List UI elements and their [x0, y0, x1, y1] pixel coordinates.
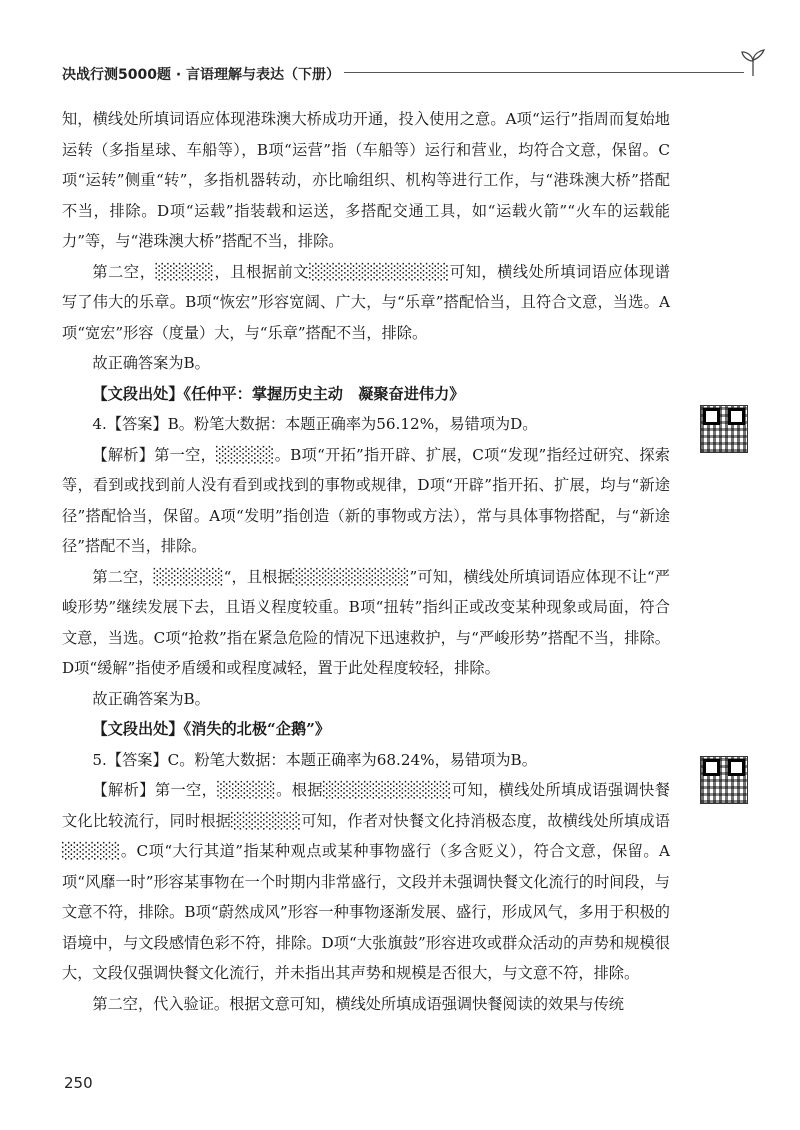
source-line: 【文段出处】《消失的北极“企鹅”》: [92, 720, 331, 738]
book-title: 决战行测5000题 · 言语理解与表达（下册）: [62, 67, 341, 83]
source-line: 【文段出处】《任仲平：掌握历史主动 凝聚奋进伟力》: [92, 384, 465, 403]
analysis-paragraph: 【解析】第一空，░░░░░。B项“开拓”指开辟、扩展，C项“发现”指经过研究、探索等，看到或找到前人没有看到或找到的事物或规律，D项“开辟”指开拓、扩展，均与“新途径”搭配恰当，保留。A项“发明”指创造（新的事物或方法），常与具体事物搭配，与“新途径”搭配不当，排除。: [62, 445, 670, 555]
header-rule: [344, 72, 744, 73]
page-number: 250: [64, 1074, 93, 1092]
paragraph: 第二空，代入验证。根据文意可知，横线处所填成语强调快餐阅读的效果与传统: [92, 994, 624, 1013]
answer-conclusion: 故正确答案为B。: [92, 354, 210, 372]
analysis-paragraph: 【解析】第一空，░░░░░。根据░░░░░░░░░░░可知，横线处所填成语强调快餐文化比较流行，同时根据░░░░░░可知，作者对快餐文化持消极态度，故横线处所填成语░░░░░。C项“大行其道”指某种观点或某种事物盛行（多含贬义），符合文意，保留。A项“风靡一时”形容某事物在一个时期内非常盛行，文段并未强调快餐文化流行的时间段，与文意不符，排除。B项“蔚然成风”形容一种事物逐渐发展、盛行，形成风气，多用于积极的语境中，与文段感情色彩不符，排除。D项“大张旗鼓”形容进攻或群众活动的声势和规模很大，文段仅强调快餐文化流行，并未指出其声势和规模是否很大，与文意不符，排除。: [62, 781, 670, 982]
running-header: [62, 62, 762, 86]
answer-line: 5.【答案】C。粉笔大数据：本题正确率为68.24%，易错项为B。: [92, 750, 537, 769]
qr-code: [700, 405, 748, 453]
answer-conclusion: 故正确答案为B。: [92, 689, 210, 708]
qr-code: [700, 756, 748, 804]
page-body: [62, 104, 670, 1019]
paragraph: 第二空，░░░░░，且根据前文░░░░░░░░░░░░可知，横线处所填词语应体现谱写了伟大的乐章。B项“恢宏”形容宽阔、广大，与“乐章”搭配恰当，且符合文意，当选。A项“宽宏”形容（度量）大，与“乐章”搭配不当，排除。: [62, 262, 670, 342]
leaf-sprout-icon: [738, 48, 768, 78]
paragraph: 第二空，░░░░░░“，且根据░░░░░░░░░░”可知，横线处所填词语应体现不让“严峻形势”继续发展下去，且语义程度较重。B项“扭转”指纠正或改变某种现象或局面，符合文意，当选。C项“抢救”指在紧急危险的情况下迅速救护，与“严峻形势”搭配不当，排除。D项“缓解”指使矛盾缓和或程度减轻，置于此处程度较轻，排除。: [62, 567, 670, 677]
paragraph: 知，横线处所填词语应体现港珠澳大桥成功开通，投入使用之意。A项“运行”指周而复始地运转（多指星球、车船等），B项“运营”指（车船等）运行和营业，均符合文意，保留。C项“运转”侧重“转”，多指机器转动，亦比喻组织、机构等进行工作，与“港珠澳大桥”搭配不当，排除。D项“运载”指装载和运送，多搭配交通工具，如“运载火箭”“火车的运载能力”等，与“港珠澳大桥”搭配不当，排除。: [62, 110, 670, 250]
answer-line: 4.【答案】B。粉笔大数据：本题正确率为56.12%，易错项为D。: [92, 415, 538, 433]
